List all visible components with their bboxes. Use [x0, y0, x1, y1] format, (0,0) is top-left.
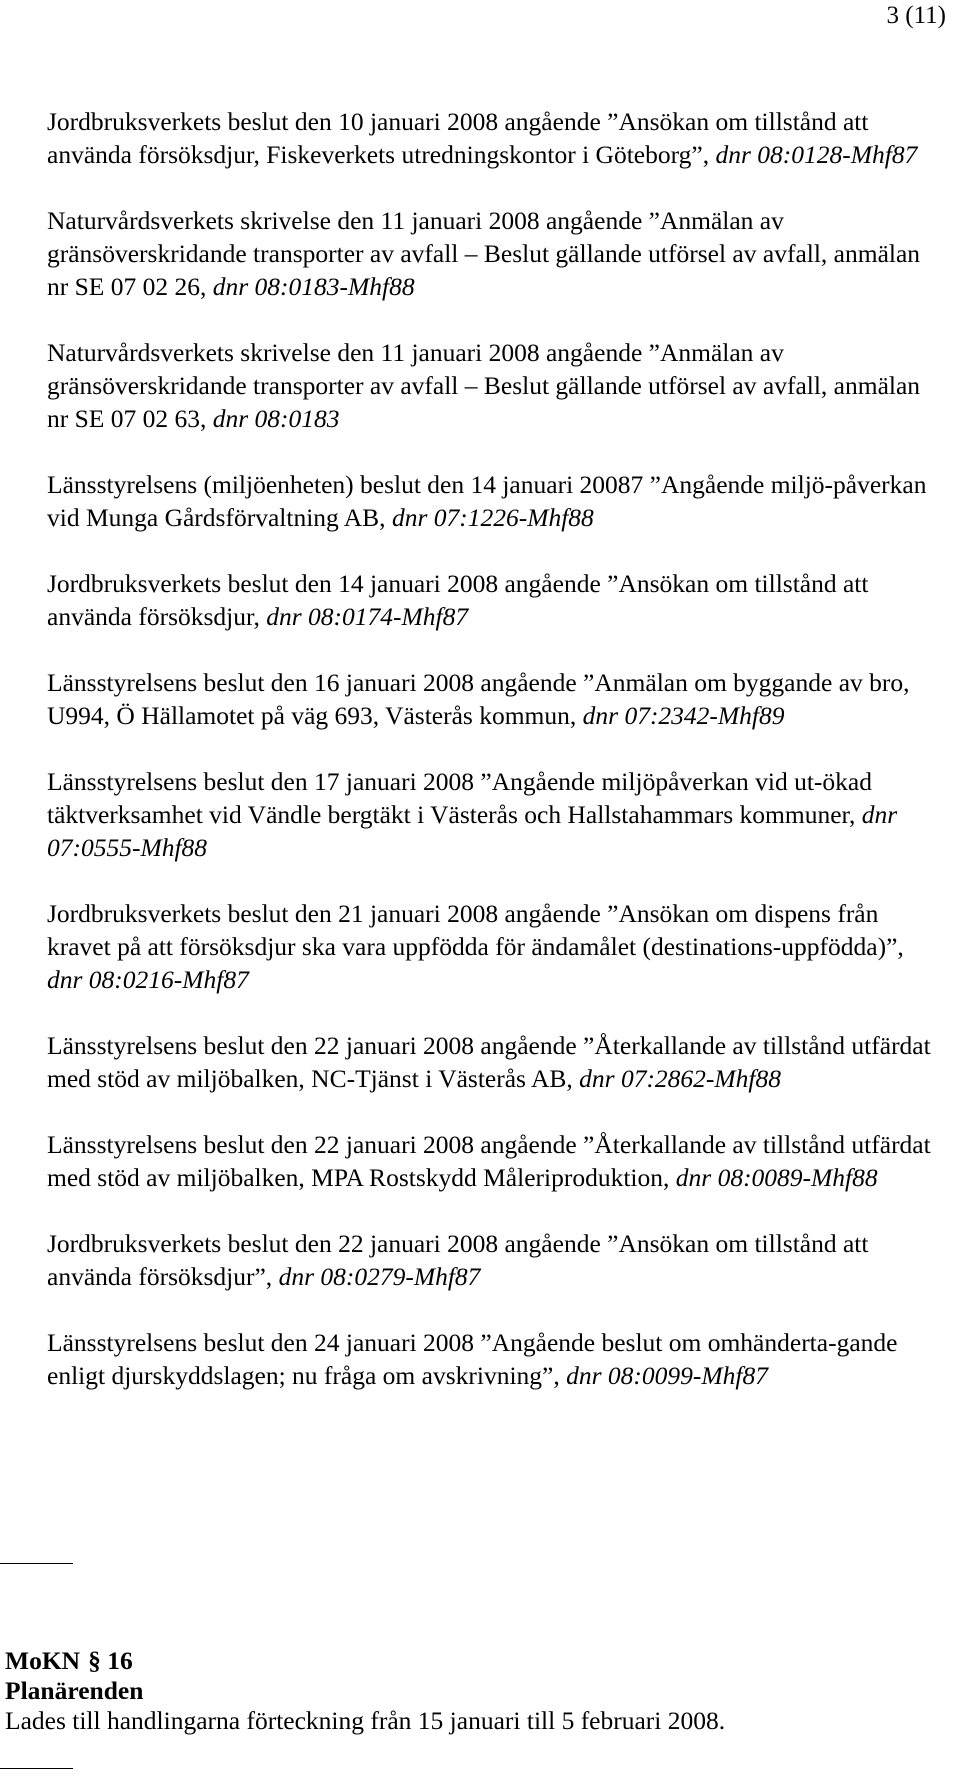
section-mokn-16 [5, 1646, 945, 1736]
entry-dnr: dnr 08:0174-Mhf87 [266, 602, 469, 631]
entry-text: Länsstyrelsens beslut den 17 januari 2008 ”Angående miljöpåverkan vid ut-ökad täktverksamhet vid Vändle bergtäkt i Västerås och Hallstahammars kommuner, [47, 767, 872, 829]
list-item [47, 567, 942, 633]
list-item [47, 336, 942, 435]
entry-dnr: dnr 07:2342-Mhf89 [582, 701, 785, 730]
list-item [47, 1128, 942, 1194]
entry-dnr: dnr 07:2862-Mhf88 [579, 1064, 781, 1093]
list-item [47, 468, 942, 534]
entry-text: Länsstyrelsens beslut den 22 januari 2008 angående ”Återkallande av tillstånd utfärdat med stöd av miljöbalken, MPA Rostskydd Måleriproduktion, [47, 1130, 931, 1192]
entry-text: Länsstyrelsens beslut den 24 januari 2008 ”Angående beslut om omhänderta-gande enligt djurskyddslagen; nu fråga om avskrivning”, [47, 1328, 898, 1390]
list-item [47, 204, 942, 303]
section-label: MoKN [5, 1646, 81, 1675]
entry-dnr: dnr 07:1226-Mhf88 [391, 503, 594, 532]
entry-dnr: dnr 08:0128-Mhf87 [715, 140, 918, 169]
page-number: 3 (11) [886, 2, 946, 29]
entry-text: Länsstyrelsens beslut den 22 januari 2008 angående ”Återkallande av tillstånd utfärdat med stöd av miljöbalken, NC-Tjänst i Västerås AB, [47, 1031, 931, 1093]
section-title: Planärenden [5, 1676, 144, 1705]
entry-dnr: dnr 07:0555-Mhf88 [47, 800, 898, 862]
entry-dnr: dnr 08:0089-Mhf88 [675, 1163, 878, 1192]
section-divider-top [0, 1563, 73, 1564]
entry-text: Jordbruksverkets beslut den 21 januari 2008 angående ”Ansökan om dispens från kravet på att försöksdjur ska vara uppfödda för ändamålet (destinations-uppfödda)”, [47, 899, 904, 961]
entry-text: Jordbruksverkets beslut den 14 januari 2008 angående ”Ansökan om tillstånd att använda försöksdjur, [47, 569, 869, 631]
section-divider-bottom [0, 1768, 73, 1769]
paragraph-number: § 16 [88, 1646, 133, 1675]
entry-text: Jordbruksverkets beslut den 22 januari 2008 angående ”Ansökan om tillstånd att använda försöksdjur”, [47, 1229, 869, 1291]
entry-dnr: dnr 08:0099-Mhf87 [566, 1361, 768, 1390]
entry-text: Jordbruksverkets beslut den 10 januari 2008 angående ”Ansökan om tillstånd att använda försöksdjur, Fiskeverkets utredningskontor i Göteborg”, [47, 107, 869, 169]
list-item [47, 897, 942, 996]
list-item [47, 105, 942, 171]
entry-dnr: dnr 08:0279-Mhf87 [278, 1262, 481, 1291]
correspondence-list [47, 105, 942, 1425]
list-item [47, 1326, 942, 1392]
section-body: Lades till handlingarna förteckning från 15 januari till 5 februari 2008. [5, 1706, 726, 1735]
list-item [47, 1029, 942, 1095]
list-item [47, 765, 942, 864]
entry-dnr: dnr 08:0183-Mhf88 [212, 272, 415, 301]
entry-text: Länsstyrelsens (miljöenheten) beslut den 14 januari 20087 ”Angående miljö-påverkan vid Munga Gårdsförvaltning AB, [47, 470, 927, 532]
entry-text: Naturvårdsverkets skrivelse den 11 januari 2008 angående ”Anmälan av gränsöverskridande transporter av avfall – Beslut gällande utförsel av avfall, anmälan nr SE 07 02 63, [47, 338, 921, 433]
entry-dnr: dnr 08:0216-Mhf87 [47, 965, 249, 994]
list-item [47, 666, 942, 732]
section-heading [5, 1646, 945, 1676]
entry-text: Naturvårdsverkets skrivelse den 11 januari 2008 angående ”Anmälan av gränsöverskridande transporter av avfall – Beslut gällande utförsel av avfall, anmälan nr SE 07 02 26, [47, 206, 921, 301]
entry-dnr: dnr 08:0183 [212, 404, 340, 433]
entry-text: Länsstyrelsens beslut den 16 januari 2008 angående ”Anmälan om byggande av bro, U994, Ö Hällamotet på väg 693, Västerås kommun, [47, 668, 910, 730]
list-item [47, 1227, 942, 1293]
